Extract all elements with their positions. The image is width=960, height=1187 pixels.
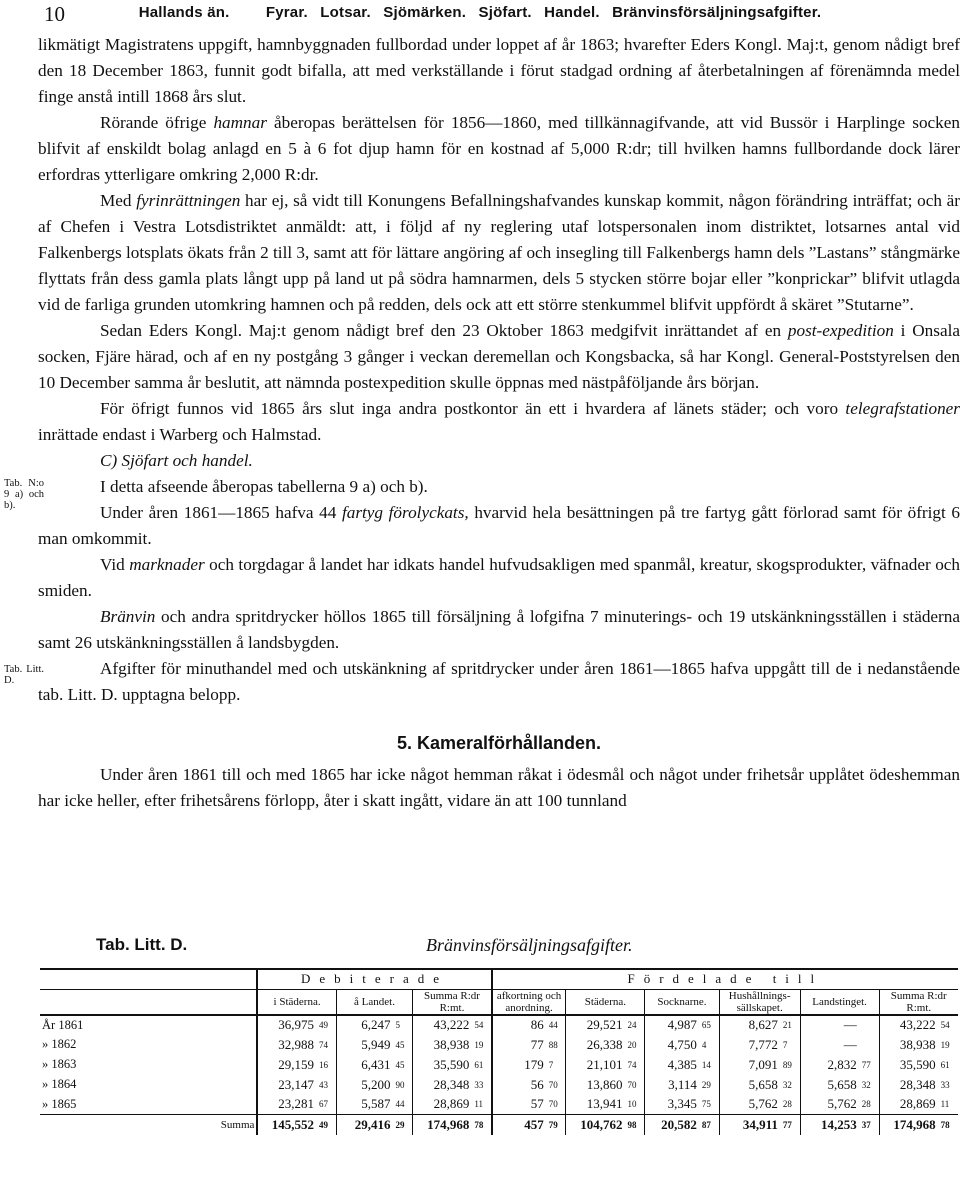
cell-ore: 20: [627, 1039, 637, 1050]
topic: Handel.: [544, 4, 600, 21]
cell-riksdaler: 20,582: [645, 1115, 699, 1135]
cell-riksdaler: 145,552: [257, 1115, 316, 1135]
cell-riksdaler: 457: [492, 1115, 546, 1135]
cell-riksdaler: 13,860: [566, 1075, 625, 1095]
cell-riksdaler: 13,941: [566, 1095, 625, 1115]
cell-riksdaler: 29,416: [336, 1115, 392, 1135]
cell-ore: 16: [318, 1059, 328, 1070]
cell-ore: 10: [627, 1099, 637, 1110]
cell-riksdaler: 56: [492, 1075, 546, 1095]
cell-riksdaler: 174,968: [413, 1115, 472, 1135]
cell-riksdaler: 104,762: [566, 1115, 625, 1135]
column-header: Socknarne.: [645, 989, 719, 1015]
cell-ore: 43: [318, 1079, 328, 1090]
cell-riksdaler: 5,587: [336, 1095, 392, 1115]
column-header: Summa R:dr R:mt.: [879, 989, 958, 1015]
cell-ore: 65: [701, 1020, 711, 1030]
cell-ore: 77: [861, 1059, 871, 1070]
cell-ore: [859, 1015, 879, 1035]
cell-ore: 87: [699, 1115, 719, 1135]
cell-ore: 7: [548, 1059, 554, 1070]
paragraph: Under åren 1861 till och med 1865 har icke något hemman råkat i ödesmål och något under frihetsår upplåtet ödeshemman har icke heller, efter frihetsårens förlopp, åter i skatt ingått, vidare än att 100 tunnland: [38, 765, 960, 810]
cell-riksdaler: 6,431: [336, 1055, 392, 1075]
cell-ore: 90: [395, 1079, 405, 1090]
row-label: » 1863: [42, 1057, 77, 1071]
cell-ore: 61: [474, 1059, 484, 1070]
column-header: å Landet.: [336, 989, 413, 1015]
cell-riksdaler: 5,949: [336, 1035, 392, 1055]
cell-ore: 89: [782, 1059, 792, 1070]
cell-ore: 29: [393, 1115, 413, 1135]
table-row: [40, 1035, 958, 1055]
cell-ore: 5: [395, 1020, 401, 1030]
cell-riksdaler: 5,658: [719, 1075, 780, 1095]
paragraph: Rörande öfrige hamnar åberopas berättelsen för 1856—1860, med tillkännagifvande, att vid Bussör i Harplinge socken blifvit af enskildt bolag anlagd en 5 à 6 fot djup hamn för en kostnad af 5,000 R:dr; till hvilken hamns fullbordande dock lärer erfordras ytterligare omkring 2,000 R:dr.: [38, 113, 960, 184]
paragraph: I detta afseende åberopas tabellerna 9 a) och b).: [100, 477, 428, 496]
paragraph: likmätigt Magistratens uppgift, hamnbyggnaden fullbordad under loppet af år 1863; hvarefter Eders Kongl. Maj:t, genom nådigt bref den 18 December 1863, funnit godt bifalla, att med verkställande i förut stadgad ordning af återbetalningen af förenämnda medel finge anstå intill 1868 års slut.: [38, 35, 960, 106]
cell-riksdaler: 6,247: [336, 1015, 392, 1035]
cell-riksdaler: 4,385: [645, 1055, 699, 1075]
cell-riksdaler: 77: [492, 1035, 546, 1055]
cell-riksdaler: 7,091: [719, 1055, 780, 1075]
cell-ore: 74: [318, 1039, 328, 1050]
cell-riksdaler: 29,159: [257, 1055, 316, 1075]
paragraph: Sedan Eders Kongl. Maj:t genom nådigt bref den 23 Oktober 1863 medgifvit inrättandet af en post-expedition i Onsala socken, Fjäre härad, och af en ny postgång 3 gånger i veckan deremellan och Kongsbacka, så har Kongl. General-Poststyrelsen den 10 December samma år beslutit, att nämnda postexpedition skulle öppnas med nästpåföljande års början.: [38, 321, 960, 392]
column-header: Summa R:dr R:mt.: [413, 989, 492, 1015]
paragraph: Bränvin och andra spritdrycker höllos 1865 till försäljning å lofgifna 7 minuterings- och 19 utskänkningsställen i städerna samt 26 utskänkningsställen å landsbygden.: [38, 607, 960, 652]
cell-riksdaler: 179: [492, 1055, 546, 1075]
running-title: [0, 4, 960, 21]
subsection-heading: C) Sjöfart och handel.: [100, 451, 253, 470]
cell-ore: 78: [471, 1115, 491, 1135]
cell-ore: 33: [940, 1079, 950, 1090]
row-label: » 1864: [42, 1077, 77, 1091]
cell-riksdaler: 28,348: [879, 1075, 938, 1095]
cell-riksdaler: 5,762: [719, 1095, 780, 1115]
cell-ore: 79: [546, 1115, 566, 1135]
cell-riksdaler: —: [800, 1015, 859, 1035]
cell-ore: 98: [625, 1115, 645, 1135]
cell-riksdaler: 38,938: [879, 1035, 938, 1055]
table-row: [40, 1015, 958, 1035]
cell-riksdaler: 38,938: [413, 1035, 472, 1055]
cell-riksdaler: 14,253: [800, 1115, 859, 1135]
group-header-distributed: Fördelade till: [492, 969, 958, 989]
cell-ore: 54: [940, 1020, 950, 1030]
table-id: Tab. Litt. D.: [96, 935, 188, 954]
table-title: Bränvinsförsäljningsafgifter.: [426, 935, 633, 955]
cell-ore: 74: [627, 1059, 637, 1070]
cell-ore: 44: [395, 1099, 405, 1110]
page-number: 10: [44, 2, 65, 26]
table-row: [40, 1075, 958, 1095]
table-row: [40, 1055, 958, 1075]
paragraph: Afgifter för minuthandel med och utskänkning af spritdrycker under åren 1861—1865 hafva uppgått till de i nedanstående tab. Litt. D. upptagna belopp.: [38, 659, 960, 704]
cell-riksdaler: 26,338: [566, 1035, 625, 1055]
cell-ore: 4: [701, 1039, 707, 1050]
column-header: afkortning och anordning.: [492, 989, 566, 1015]
cell-ore: 70: [627, 1079, 637, 1090]
cell-riksdaler: 5,762: [800, 1095, 859, 1115]
column-header: Landstinget.: [800, 989, 879, 1015]
sum-row: [40, 1115, 958, 1135]
cell-ore: 45: [395, 1059, 405, 1070]
county-title: Hallands än.: [138, 4, 230, 21]
cell-riksdaler: 5,658: [800, 1075, 859, 1095]
cell-ore: [859, 1035, 879, 1055]
body-text: [4, 32, 960, 814]
cell-riksdaler: 4,750: [645, 1035, 699, 1055]
cell-ore: 67: [318, 1099, 328, 1110]
cell-ore: 32: [782, 1079, 792, 1090]
cell-riksdaler: 28,869: [879, 1095, 938, 1115]
cell-ore: 49: [318, 1020, 328, 1030]
cell-ore: 78: [938, 1115, 958, 1135]
cell-ore: 44: [548, 1020, 558, 1030]
row-label: År 1861: [42, 1017, 84, 1032]
paragraph: Under åren 1861—1865 hafva 44 fartyg förolyckats, hvarvid hela besättningen på tre fartyg gått förlorad samt för öfrigt 6 man omkommit.: [38, 503, 960, 548]
cell-ore: 33: [474, 1079, 484, 1090]
table-row: [40, 1095, 958, 1115]
row-label: » 1865: [42, 1096, 77, 1111]
cell-riksdaler: 35,590: [879, 1055, 938, 1075]
cell-riksdaler: 174,968: [879, 1115, 938, 1135]
cell-ore: 45: [395, 1039, 405, 1050]
cell-riksdaler: 36,975: [257, 1015, 316, 1035]
cell-riksdaler: 35,590: [413, 1055, 472, 1075]
cell-ore: 21: [782, 1020, 792, 1030]
cell-ore: 32: [861, 1079, 871, 1090]
cell-ore: 28: [782, 1099, 792, 1110]
column-header: Hushållnings-sällskapet.: [719, 989, 800, 1015]
cell-ore: 28: [861, 1099, 871, 1110]
topic: Bränvinsförsäljningsafgifter.: [612, 4, 822, 21]
sum-label: Summa: [40, 1115, 257, 1135]
cell-ore: 54: [474, 1020, 484, 1030]
column-header: i Städerna.: [257, 989, 336, 1015]
cell-riksdaler: 86: [492, 1015, 546, 1035]
table-caption: [96, 935, 956, 961]
cell-riksdaler: 21,101: [566, 1055, 625, 1075]
cell-riksdaler: 43,222: [879, 1015, 938, 1035]
cell-ore: 49: [316, 1115, 336, 1135]
cell-riksdaler: 3,345: [645, 1095, 699, 1115]
cell-ore: 37: [859, 1115, 879, 1135]
cell-riksdaler: 23,147: [257, 1075, 316, 1095]
topic: Sjöfart.: [478, 4, 532, 21]
cell-riksdaler: 34,911: [719, 1115, 780, 1135]
cell-ore: 70: [548, 1099, 558, 1110]
row-label: » 1862: [42, 1037, 77, 1051]
cell-riksdaler: 5,200: [336, 1075, 392, 1095]
cell-riksdaler: 4,987: [645, 1015, 699, 1035]
cell-riksdaler: 28,869: [413, 1095, 472, 1115]
cell-ore: 70: [548, 1079, 558, 1090]
cell-ore: 7: [782, 1039, 788, 1050]
cell-riksdaler: 2,832: [800, 1055, 859, 1075]
topic: Lotsar.: [320, 4, 371, 21]
cell-ore: 11: [474, 1099, 484, 1110]
data-table: [40, 968, 958, 1135]
topic: Sjömärken.: [383, 4, 467, 21]
cell-ore: 88: [548, 1039, 558, 1050]
paragraph: För öfrigt funnos vid 1865 års slut inga andra postkontor än ett i hvardera af länets städer; och voro telegrafstationer inrättade endast i Warberg och Halmstad.: [38, 399, 960, 444]
margin-note: Tab. N:o 9 a) och b).: [4, 478, 44, 511]
cell-ore: 75: [701, 1099, 711, 1110]
cell-riksdaler: 8,627: [719, 1015, 780, 1035]
cell-riksdaler: —: [800, 1035, 859, 1055]
column-header: Städerna.: [566, 989, 645, 1015]
paragraph: Med fyrinrättningen har ej, så vidt till Konungens Befallningshafvandes kunskap kommit, någon förändring inträffat; och är af Chefen i Vestra Lotsdistriktet anmäldt: att, i följd af ny reglering utaf lotspersonalen inom distriktet, lotsarnes antal vid Falkenbergs lotsplats ökats från 2 till 3, samt att för lättare angöring af och insegling till Falkenbergs hamn dels ”Lastans” stångmärke flyttats från dess gamla plats långt upp på land ut på södra hamnarmen, dels 5 stycken större bojar eller ”konprickar” blifvit utlagda vid de farliga grunden utomkring hamnen och på redden, dels ock att ett större stenkummel blifvit uppfördt å skäret ”Stutarne”.: [38, 191, 960, 314]
cell-riksdaler: 28,348: [413, 1075, 472, 1095]
cell-ore: 11: [940, 1099, 950, 1110]
cell-riksdaler: 3,114: [645, 1075, 699, 1095]
cell-riksdaler: 32,988: [257, 1035, 316, 1055]
cell-ore: 24: [627, 1020, 637, 1030]
cell-riksdaler: 29,521: [566, 1015, 625, 1035]
cell-ore: 19: [940, 1039, 950, 1050]
running-header: [0, 0, 960, 30]
section-heading: 5. Kameralförhållanden.: [396, 733, 602, 753]
cell-ore: 14: [701, 1059, 711, 1070]
cell-ore: 19: [474, 1039, 484, 1050]
cell-riksdaler: 57: [492, 1095, 546, 1115]
cell-riksdaler: 7,772: [719, 1035, 780, 1055]
paragraph: Vid marknader och torgdagar å landet har idkats handel hufvudsakligen med spanmål, kreatur, skogsprodukter, väfnader och smiden.: [38, 555, 960, 600]
cell-ore: 77: [780, 1115, 800, 1135]
cell-riksdaler: 23,281: [257, 1095, 316, 1115]
cell-ore: 61: [940, 1059, 950, 1070]
topic: Fyrar.: [265, 4, 308, 21]
cell-ore: 29: [701, 1079, 711, 1090]
cell-riksdaler: 43,222: [413, 1015, 472, 1035]
group-header-debit: Debiterade: [257, 969, 491, 989]
margin-note: Tab. Litt. D.: [4, 664, 44, 686]
column-headers: [40, 989, 958, 1015]
